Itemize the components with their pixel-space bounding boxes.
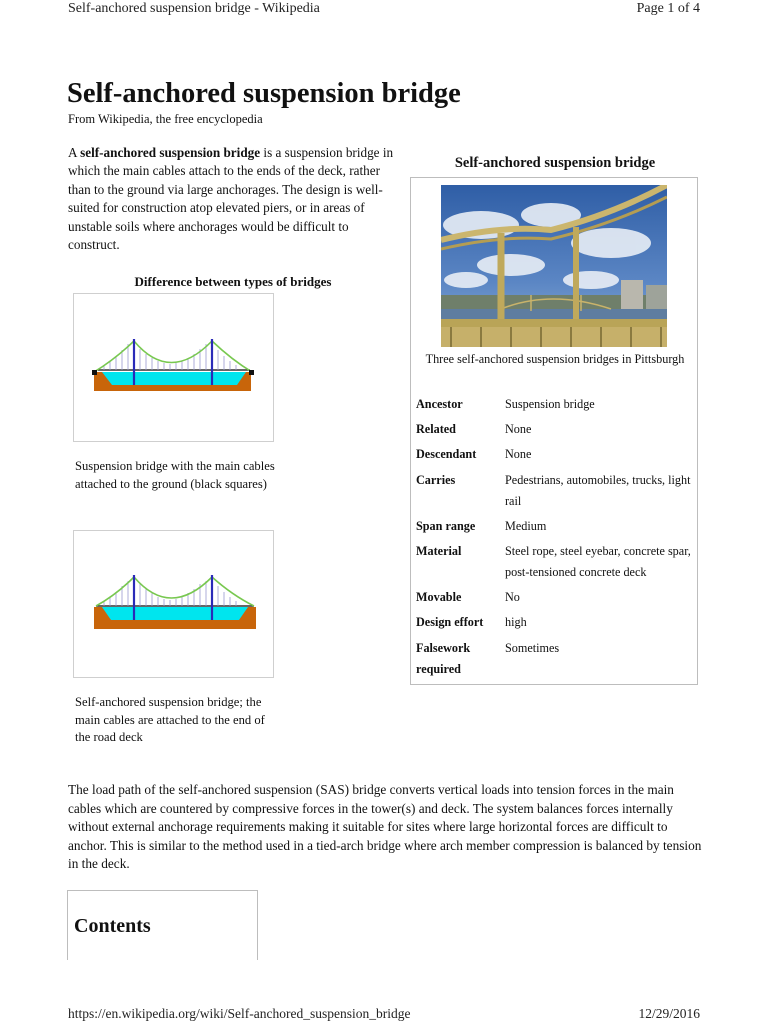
page-title: Self-anchored suspension bridge <box>67 78 461 109</box>
infobox-photo[interactable] <box>441 185 667 347</box>
infobox-value: None <box>505 447 532 461</box>
body-paragraph: The load path of the self-anchored suspension (SAS) bridge converts vertical loads into tension forces in the main cables which are countered by compressive forces in the tower(s) and deck. The system balances forces internally without external anchorage requirements making it suitable for sites where large horizontal forces are difficult to anchor. This is similar to the method used in a tied-arch bridge where arch member compression is balanced by tension in the deck. <box>68 782 702 872</box>
pittsburgh-bridges-photo <box>441 185 667 347</box>
print-header-page-number: Page 1 of 4 <box>636 1 700 16</box>
figure-self-anchored-bridge[interactable] <box>73 530 274 678</box>
figure-caption-2: Self-anchored suspension bridge; the main cables are attached to the end of the road deck <box>75 695 265 745</box>
infobox-key: Descendant <box>416 447 477 461</box>
infobox-value: None <box>505 422 532 436</box>
infobox-key: Design effort <box>416 615 484 629</box>
anchor-left <box>92 370 97 375</box>
infobox-value: No <box>505 590 520 604</box>
intro-rest: is a suspension bridge in which the main cables attach to the ends of the deck, rather than to the ground via large anchorages. The design is well-suited for construction atop elevated piers, or in areas of unstable soils where anchorages would be difficult to construct. <box>68 145 394 253</box>
intro-prefix: A <box>68 145 81 160</box>
self-anchored-bridge-diagram <box>74 531 273 677</box>
infobox-key: Span range <box>416 519 476 533</box>
infobox-key: Ancestor <box>416 397 463 411</box>
infobox-key: Related <box>416 422 456 436</box>
infobox-value: Suspension bridge <box>505 397 595 411</box>
print-footer-url[interactable]: https://en.wikipedia.org/wiki/Self-anchored_suspension_bridge <box>68 1006 411 1021</box>
tagline: From Wikipedia, the free encyclopedia <box>68 112 263 126</box>
suspension-bridge-diagram <box>74 294 273 441</box>
infobox-title: Self-anchored suspension bridge <box>454 155 656 171</box>
infobox-key: Falsework required <box>416 641 471 676</box>
contents-title: Contents <box>74 915 151 937</box>
intro-bold-term: self-anchored suspension bridge <box>80 145 261 160</box>
infobox-value: Medium <box>505 519 547 533</box>
infobox-image-caption: Three self-anchored suspension bridges in Pittsburgh <box>425 352 685 366</box>
figures-heading: Difference between types of bridges <box>134 274 332 289</box>
infobox-key: Carries <box>416 473 456 487</box>
print-header-title: Self-anchored suspension bridge - Wikipedia <box>68 1 320 16</box>
infobox-value: Pedestrians, automobiles, trucks, light rail <box>505 473 691 508</box>
infobox-key: Material <box>416 544 462 558</box>
infobox-value: Sometimes <box>505 641 560 655</box>
hangers <box>104 344 236 370</box>
figure-suspension-bridge[interactable] <box>73 293 274 442</box>
intro-paragraph <box>68 144 403 254</box>
infobox-value: high <box>505 615 527 629</box>
main-cable <box>94 341 252 372</box>
hangers <box>104 581 236 606</box>
infobox-key: Movable <box>416 590 462 604</box>
anchor-right <box>249 370 254 375</box>
water <box>102 372 246 385</box>
water <box>102 607 248 620</box>
figure-caption-1: Suspension bridge with the main cables attached to the ground (black squares) <box>75 459 275 491</box>
print-footer-date: 12/29/2016 <box>638 1006 700 1021</box>
infobox-value: Steel rope, steel eyebar, concrete spar, post-tensioned concrete deck <box>505 544 691 579</box>
